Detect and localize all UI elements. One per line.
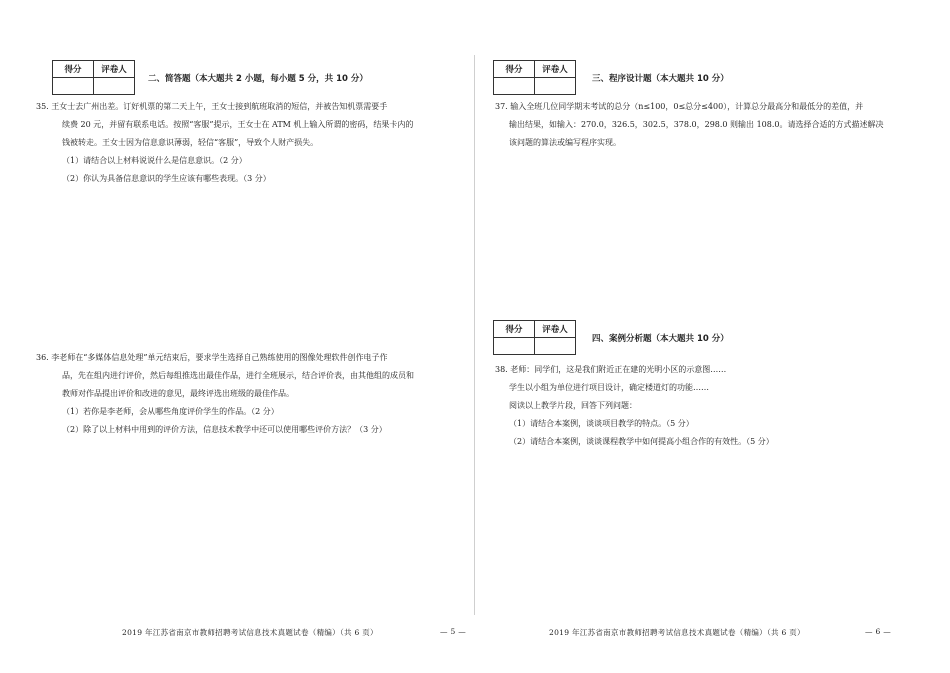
question-35: [36, 98, 413, 188]
score-header: 得分: [494, 321, 535, 338]
right-page-number: — 6 —: [865, 627, 892, 636]
left-page-number: — 5 —: [440, 627, 467, 636]
q38-sub-2: （2）请结合本案例，谈谈课程教学中如何提高小组合作的有效性。（5 分）: [509, 437, 774, 446]
score-table-section3: [493, 60, 576, 95]
section-4-title: 四、案例分析题（本大题共 10 分）: [592, 334, 729, 344]
question-38: [495, 361, 774, 451]
section-3-title: 三、程序设计题（本大题共 10 分）: [592, 74, 729, 84]
q35-line-2: 续费 20 元，并留有联系电话。按照“客服”提示，王女士在 ATM 机上输入所谓的密码，结果卡内的: [62, 120, 414, 129]
q35-line-1: 35. 王女士去广州出差。订好机票的第二天上午，王女士接到航班取消的短信，并被告知机票需要手: [36, 102, 388, 111]
question-36: [36, 349, 414, 439]
right-page: [475, 0, 950, 673]
right-footer-title: 2019 年江苏省南京市教师招聘考试信息技术真题试卷（精编）（共 6 页）: [549, 628, 805, 637]
q37-line-1: 37. 输入全班几位同学期末考试的总分（n≤100，0≤总分≤400），计算总分最高分和最低分的差值，并: [495, 102, 864, 111]
q37-line-2: 输出结果，如输入：270.0，326.5，302.5，378.0，298.0 则输出 108.0。请选择合适的方式描述解决: [509, 120, 884, 129]
score-table-section2: [52, 60, 135, 95]
grader-cell: [535, 338, 576, 355]
q36-line-3: 教师对作品提出评价和改进的意见，最终评选出班级的最佳作品。: [62, 389, 294, 398]
section-2-title: 二、简答题（本大题共 2 小题，每小题 5 分，共 10 分）: [148, 74, 368, 84]
score-header: 得分: [53, 61, 94, 78]
q35-sub-1: （1）请结合以上材料说说什么是信息意识。（2 分）: [62, 156, 247, 165]
grader-header: 评卷人: [94, 61, 135, 78]
q35-line-3: 钱被转走。王女士因为信息意识薄弱，轻信“客服”，导致个人财产损失。: [62, 138, 319, 147]
q36-line-1: 36. 李老师在“多媒体信息处理”单元结束后，要求学生选择自己熟练使用的图像处理软件创作电子作: [36, 353, 388, 362]
score-table-section4: [493, 320, 576, 355]
grader-cell: [94, 78, 135, 95]
left-footer-title: 2019 年江苏省南京市教师招聘考试信息技术真题试卷（精编）（共 6 页）: [122, 628, 378, 637]
q35-sub-2: （2）你认为具备信息意识的学生应该有哪些表现。（3 分）: [62, 174, 271, 183]
q36-sub-1: （1）若你是李老师，会从哪些角度评价学生的作品。（2 分）: [62, 407, 279, 416]
grader-cell: [535, 78, 576, 95]
q38-line-2: 学生以小组为单位进行项目设计，确定楼道灯的功能……: [509, 383, 709, 392]
q38-sub-1: （1）请结合本案例，谈谈项目教学的特点。（5 分）: [509, 419, 694, 428]
score-cell: [53, 78, 94, 95]
grader-header: 评卷人: [535, 321, 576, 338]
score-cell: [494, 78, 535, 95]
q38-line-3: 阅读以上教学片段，回答下列问题：: [509, 401, 637, 410]
q37-line-3: 该问题的算法或编写程序实现。: [509, 138, 621, 147]
q36-line-2: 品，先在组内进行评价，然后每组推选出最佳作品，进行全班展示，结合评价表，由其他组的成员和: [62, 371, 414, 380]
score-cell: [494, 338, 535, 355]
q36-sub-2: （2）除了以上材料中用到的评价方法，信息技术教学中还可以使用哪些评价方法？（3 分）: [62, 425, 387, 434]
q38-line-1: 38. 老师：同学们，这是我们附近正在建的光明小区的示意图……: [495, 365, 727, 374]
grader-header: 评卷人: [535, 61, 576, 78]
question-37: [495, 98, 884, 152]
score-header: 得分: [494, 61, 535, 78]
